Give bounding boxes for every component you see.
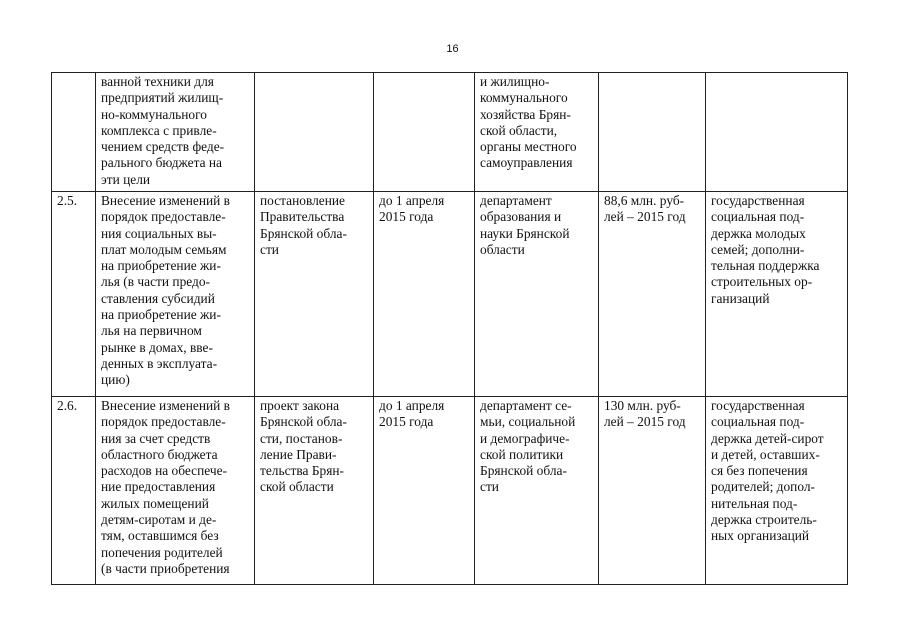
funding-cell — [599, 73, 706, 192]
table-row — [52, 192, 848, 397]
funding-cell: 88,6 млн. руб- лей – 2015 год — [599, 192, 706, 397]
row-number-cell: 2.6. — [52, 397, 96, 585]
result-cell: государственная социальная под- держка детей-сирот и детей, оставших- ся без попечения родителей; допол- нительная под- держка строитель- ных организаций — [706, 397, 848, 585]
result-cell: государственная социальная под- держка молодых семей; дополни- тельная поддержка строительных ор- ганизаций — [706, 192, 848, 397]
document-cell: проект закона Брянской обла- сти, постанов- ление Прави- тельства Брян- ской области — [255, 397, 374, 585]
table-row — [52, 397, 848, 585]
deadline-cell — [374, 73, 475, 192]
deadline-cell: до 1 апреля 2015 года — [374, 192, 475, 397]
executor-cell: департамент се- мьи, социальной и демографиче- ской политики Брянской обла- сти — [475, 397, 599, 585]
deadline-cell: до 1 апреля 2015 года — [374, 397, 475, 585]
result-cell — [706, 73, 848, 192]
funding-cell: 130 млн. руб- лей – 2015 год — [599, 397, 706, 585]
executor-cell: и жилищно- коммунального хозяйства Брян- ской области, органы местного самоуправления — [475, 73, 599, 192]
table-row — [52, 73, 848, 192]
document-cell — [255, 73, 374, 192]
executor-cell: департамент образования и науки Брянской области — [475, 192, 599, 397]
measure-cell: Внесение изменений в порядок предоставле- ния социальных вы- плат молодым семьям на приобретение жи- лья (в части предо- ставления субсидий на приобретение жи- лья на первичном рынке в домах, вве- денных в эксплуата- цию) — [96, 192, 255, 397]
row-number-cell: 2.5. — [52, 192, 96, 397]
measures-table — [51, 72, 848, 585]
measure-cell: Внесение изменений в порядок предоставле- ния за счет средств областного бюджета расходов на обеспече- ние предоставления жилых помещений детям-сиротам и де- тям, оставшимся без попечения родителей (в части приобретения — [96, 397, 255, 585]
measure-cell: ванной техники для предприятий жилищ- но-коммунального комплекса с привле- чением средств феде- рального бюджета на эти цели — [96, 73, 255, 192]
page-number: 16 — [446, 43, 459, 55]
row-number-cell — [52, 73, 96, 192]
document-cell: постановление Правительства Брянской обла- сти — [255, 192, 374, 397]
